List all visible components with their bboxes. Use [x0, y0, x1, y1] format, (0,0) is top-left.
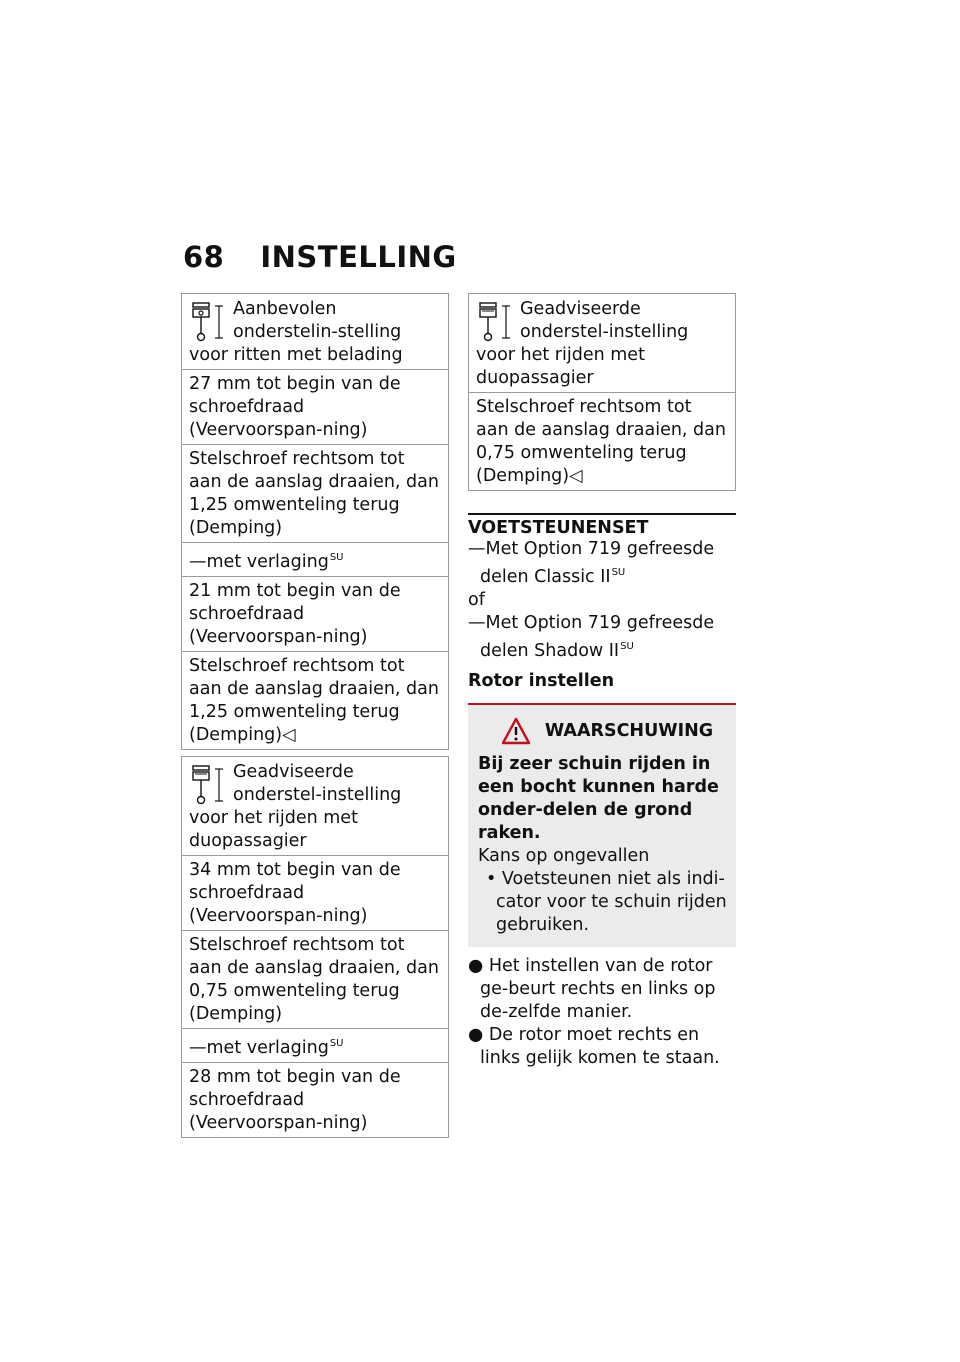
list-item: ● Het instellen van de rotor ge-beurt rechts en links op de-zelfde manier. [468, 956, 716, 1022]
option-classic: —Met Option 719 gefreesde delen Classic II [468, 539, 715, 587]
table-row: 34 mm tot begin van de schroefdraad (Veervoorspan-ning) [182, 855, 448, 930]
table-header-passenger [469, 294, 735, 392]
list-item [468, 538, 736, 589]
option-sup: SU [611, 567, 626, 578]
page-number: 68 [183, 240, 225, 274]
table-row: 27 mm tot begin van de schroefdraad (Veervoorspan-ning) [182, 369, 448, 444]
subsection-title-rotor: Rotor instellen [468, 671, 615, 691]
right-column [468, 293, 736, 1070]
table-row-lowering [182, 1028, 448, 1062]
option-sup: SU [620, 641, 634, 652]
list-item: ● De rotor moet rechts en links gelijk komen te staan. [468, 1025, 720, 1068]
settings-table-passenger-right [468, 293, 736, 491]
left-column [181, 293, 449, 1138]
table-row: 21 mm tot begin van de schroefdraad (Veervoorspan-ning) [182, 576, 448, 651]
table-header-loaded [182, 294, 448, 369]
warning-statement: Bij zeer schuin rijden in een bocht kunnen harde onder-delen de grond raken. [478, 754, 719, 843]
settings-table-loaded [181, 293, 449, 750]
page-header [183, 240, 457, 274]
table-row: Stelschroef rechtsom tot aan de aanslag draaien, dan 0,75 omwenteling terug (Demping) [182, 930, 448, 1028]
warning-box [468, 703, 736, 947]
suspension-icon [189, 763, 229, 807]
recommended-setting-label: Aanbevolen onderstelin-stelling voor ritten met belading [189, 299, 403, 365]
warning-triangle-icon [501, 717, 531, 745]
warning-title: WAARSCHUWING [544, 721, 714, 741]
lowering-label: —met verlaging [189, 552, 329, 572]
table-row: Stelschroef rechtsom tot aan de aanslag draaien, dan 0,75 omwenteling terug (Demping)◁ [469, 392, 735, 490]
table-header-passenger [182, 757, 448, 855]
or-text: of [468, 590, 485, 610]
section-title-footrest: VOETSTEUNENSET [468, 518, 649, 538]
warning-action: • Voetsteunen niet als indi-cator voor te schuin rijden gebruiken. [486, 869, 727, 935]
warning-header [478, 717, 736, 745]
option-shadow: —Met Option 719 gefreesde delen Shadow II [468, 613, 715, 661]
passenger-setting-label: Geadviseerde onderstel-instelling voor het rijden met duopassagier [476, 299, 689, 388]
page-title: INSTELLING [260, 240, 457, 274]
settings-table-passenger [181, 756, 449, 1138]
lowering-label: —met verlaging [189, 1038, 329, 1058]
table-row: 28 mm tot begin van de schroefdraad (Veervoorspan-ning) [182, 1062, 448, 1137]
lowering-sup: SU [329, 1038, 344, 1049]
table-row: Stelschroef rechtsom tot aan de aanslag draaien, dan 1,25 omwenteling terug (Demping)◁ [182, 651, 448, 749]
suspension-icon [189, 300, 229, 344]
suspension-icon [476, 300, 516, 344]
table-row-lowering [182, 542, 448, 576]
table-row: Stelschroef rechtsom tot aan de aanslag draaien, dan 1,25 omwenteling terug (Demping) [182, 444, 448, 542]
passenger-setting-label: Geadviseerde onderstel-instelling voor het rijden met duopassagier [189, 762, 402, 851]
section-divider [468, 513, 736, 515]
warning-consequence: Kans op ongevallen [478, 846, 650, 866]
lowering-sup: SU [329, 552, 344, 563]
list-item [468, 612, 736, 663]
